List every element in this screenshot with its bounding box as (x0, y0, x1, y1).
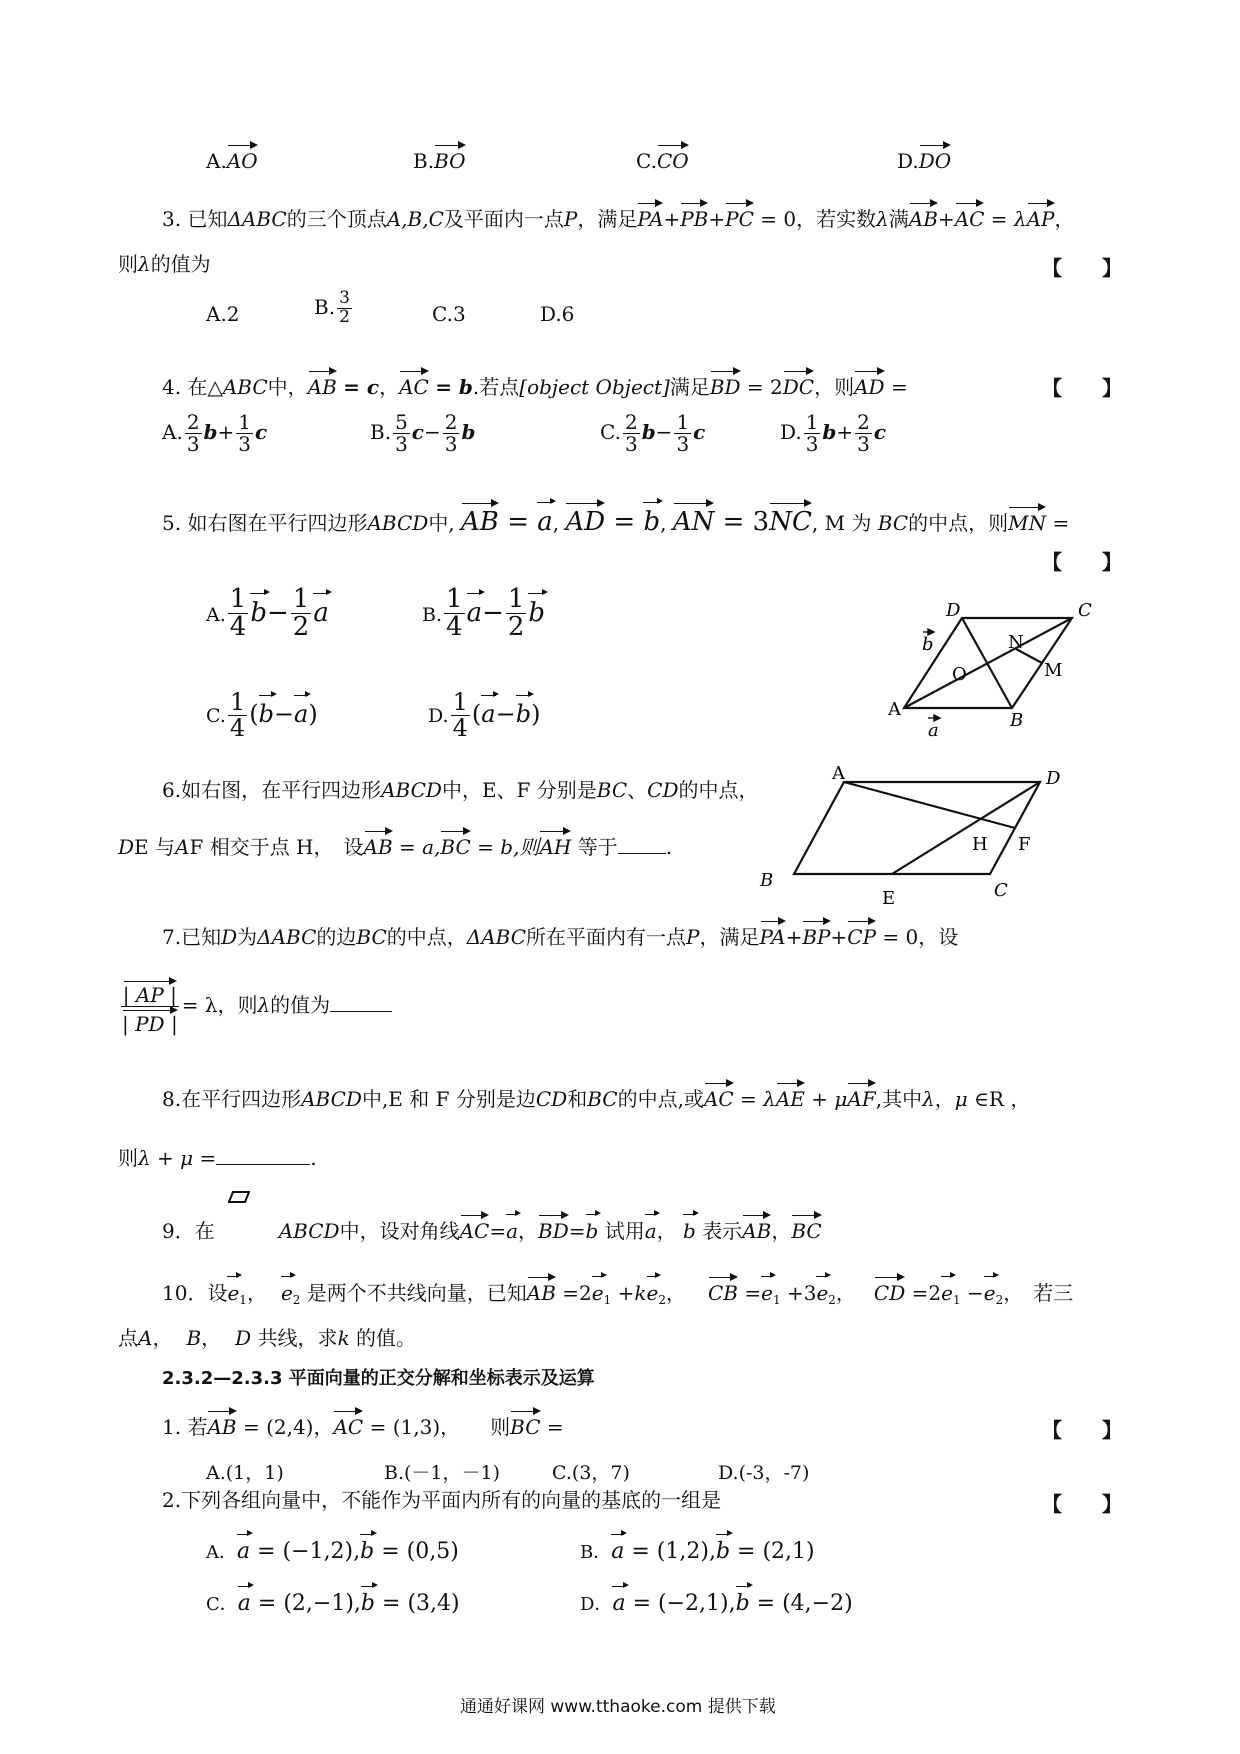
q4-option-c: C. $\frac{2}{3}$ b− $\frac{1}{3}$ c (600, 410, 706, 456)
q3-option-c: C.3 (432, 302, 466, 326)
q5-label-m: M (1044, 660, 1063, 681)
q9-stem: 9．在 ABCD中，设对角线AC=a，BD=b 试用a， b 表示AB，BC (162, 1212, 822, 1243)
q4-option-a: A. $\frac{2}{3}$ b+ $\frac{1}{3}$ c (162, 410, 268, 456)
q5-label-c: C (1078, 600, 1092, 621)
s1-stem: 1. 若AB = (2,4)，AC = (1,3)， 则BC = (162, 1408, 564, 1439)
q5-label-o: O (952, 664, 967, 685)
q2-option-b: B.BO (413, 142, 466, 173)
q5-diagonal-bd (962, 618, 1012, 708)
q5-option-b: B. $\frac{1}{4}$ a− $\frac{1}{2}$ b (422, 584, 546, 643)
q6-label-h: H (972, 834, 988, 855)
s2-answer-bracket: 【 】 (1042, 1492, 1122, 1516)
page-footer: 通通好课网 www.tthaoke.com 提供下载 (460, 1697, 776, 1717)
q3-option-b: B. $\frac{3}{2}$ (314, 288, 350, 327)
q10-stem-line1: 10．设$e_1$， $e_2$ 是两个不共线向量，已知AB $=2e_1 +ke_2$， CB $=e_1 +3e_2$， CD $=2e_1 -e_2$， 若三 (162, 1274, 1073, 1307)
q5-label-vec-b: b (922, 634, 934, 655)
q6-parallelogram-figure (740, 762, 1080, 912)
q6-label-b: B (760, 870, 774, 891)
q5-label-a: A (888, 699, 901, 720)
q6-label-a: A (832, 763, 845, 784)
s2-option-b: B．a = (1,2),b = (2,1) (580, 1532, 815, 1565)
q3-option-d: D.6 (540, 302, 575, 326)
q8-stem-line2: 则λ + μ = . (118, 1146, 317, 1170)
q6-label-f: F (1018, 834, 1031, 855)
s1-answer-bracket: 【 】 (1042, 1418, 1122, 1442)
q6-label-e: E (882, 888, 896, 909)
q6-stem-line2: DE 与AF 相交于点 H， 设AB = a,BC = b,则AH 等于 . (118, 828, 672, 859)
q4-option-b: B. $\frac{5}{3}$ c− $\frac{2}{3}$ b (370, 410, 476, 456)
s1-option-d: D.(-3，-7) (718, 1462, 810, 1484)
q5-answer-bracket: 【 】 (1042, 550, 1122, 574)
q5-option-c: C. $\frac{1}{4}$ (b−a) (206, 688, 318, 743)
q4-stem: 4. 在△ABC中，AB = c，AC = b.若点[object Object]满足BD = 2DC，则AD = (162, 368, 908, 399)
q3-option-a: A.2 (206, 302, 240, 326)
q5-parallelogram-figure (840, 598, 1110, 738)
q7-stem-line2: $\frac{| AP |}{| PD |}$ = λ，则λ的值为 (118, 978, 392, 1035)
q6-label-c: C (994, 880, 1008, 901)
q9-parallelogram-icon (228, 1188, 250, 1198)
q10-stem-line2: 点A， B， D 共线，求k 的值。 (118, 1326, 417, 1350)
q5-option-d: D. $\frac{1}{4}$ (a−b) (428, 688, 541, 743)
q3-answer-bracket: 【 】 (1042, 256, 1122, 280)
q5-label-d: D (946, 600, 961, 621)
q2-option-a: A.AO (206, 142, 258, 173)
q2-option-d: D.DO (897, 142, 951, 173)
q7-stem-line1: 7.已知D为ΔABC的边BC的中点，ΔABC所在平面内有一点P，满足PA+BP+CP = 0，设 (162, 918, 958, 949)
q6-label-d: D (1046, 768, 1061, 789)
q5-label-n: N (1008, 632, 1024, 653)
q6-parallelogram-outline (794, 782, 1040, 874)
q3-stem-line2: 则λ的值为 (118, 252, 211, 276)
q5-label-vec-a: a (928, 720, 939, 738)
q8-stem-line1: 8.在平行四边形ABCD中,E 和 F 分别是边CD和BC的中点,或AC = λAE + μAF,其中λ，μ ∈R ， (162, 1080, 1030, 1111)
s1-option-c: C.(3，7) (552, 1462, 630, 1484)
q5-option-a: A. $\frac{1}{4}$ b− $\frac{1}{2}$ a (206, 584, 329, 643)
section-heading: 2.3.2—2.3.3 平面向量的正交分解和坐标表示及运算 (162, 1368, 595, 1389)
s2-option-a: A．a = (−1,2),b = (0,5) (206, 1532, 459, 1565)
s2-option-d: D．a = (−2,1),b = (4,−2) (580, 1584, 853, 1617)
q5-label-b: B (1010, 710, 1024, 731)
q5-stem: 5. 如右图在平行四边形ABCD中, AB = a, AD = b, AN = 3NC, M 为 BC的中点，则MN = (162, 500, 1069, 538)
s2-stem: 2.下列各组向量中，不能作为平面内所有的向量的基底的一组是 (162, 1488, 722, 1512)
s1-option-a: A.(1，1) (206, 1462, 284, 1484)
q6-stem-line1: 6.如右图，在平行四边形ABCD中，E、F 分别是BC、CD的中点， (162, 778, 759, 802)
q4-answer-bracket: 【 】 (1042, 376, 1122, 400)
q6-segment-af (844, 782, 1015, 828)
q3-stem: 3. 已知ΔABC的三个顶点A,B,C及平面内一点P，满足PA+PB+PC = 0，若实数λ满AB+AC = λAP， (162, 200, 1075, 231)
q4-option-d: D. $\frac{1}{3}$ b+ $\frac{2}{3}$ c (780, 410, 887, 456)
q2-option-c: C.CO (636, 142, 689, 173)
s2-option-c: C．a = (2,−1),b = (3,4) (206, 1584, 460, 1617)
s1-option-b: B.(－1，－1) (384, 1462, 501, 1484)
q6-segment-de (892, 782, 1040, 874)
